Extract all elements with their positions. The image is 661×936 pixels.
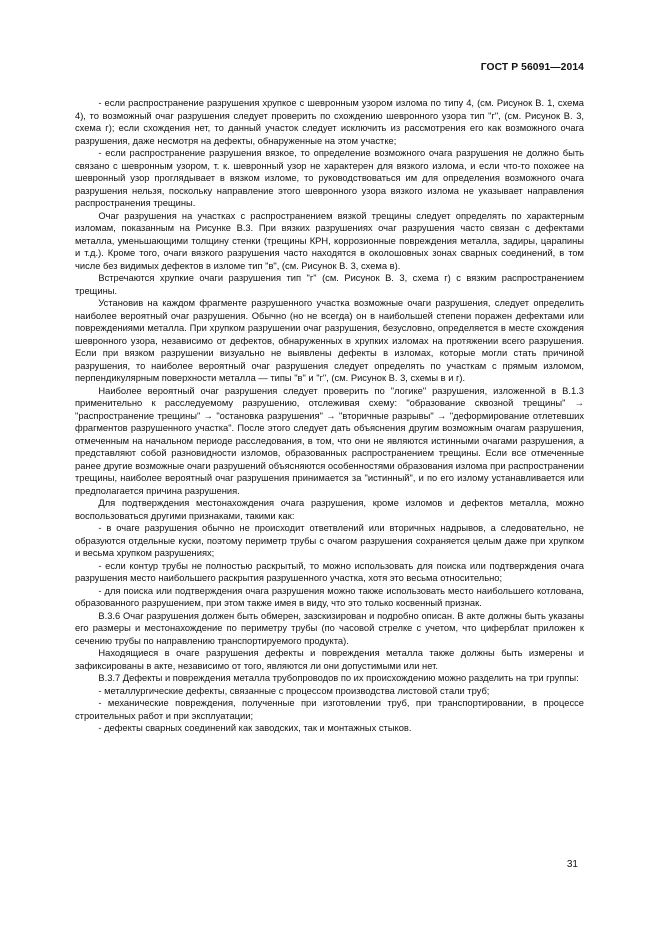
paragraph: - механические повреждения, полученные при изготовлении труб, при транспортировании, в процессе строительных работ и при эксплуатации; (75, 698, 584, 721)
paragraph: - дефекты сварных соединений как заводских, так и монтажных стыков. (98, 723, 412, 733)
paragraph: В.3.7 Дефекты и повреждения металла трубопроводов по их происхождению можно разделить на три группы: (98, 673, 579, 683)
paragraph: Очаг разрушения на участках с распространением вязкой трещины следует определять по характерным изломам, показанным на Рисунке В.3. При вязких разрушениях очаг разрушения часто связан с дефектами металла, уменьшающими толщину стенки (трещины КРН, коррозионные повреждения металла, задиры, царапины и т.д.). Кроме того, очаги вязкого разрушения часто находятся в околошовных зонах сварных соединений, в том числе без видимых дефектов в изломе тип "в", (см. Рисунок В. 3, схема в). (75, 210, 584, 271)
document-header: ГОСТ Р 56091—2014 (480, 62, 584, 73)
paragraph: Наиболее вероятный очаг разрушения следует проверить по "логике" разрушения, изложенной в В.1.3 применительно к расследуемому разрушению, отслеживая схему: "образование сквозной трещины" → "распространение трещины" → "остановка разрушения" → "вторичные разрывы" → "деформирование отлетевших фрагментов разрушенного участка". После этого следует дать объяснения другим возможным очагам разрушения, отмеченным на начальном периоде расследования, в том, что они не являются истинными очагами разрушения, а представляют собой разновидности изломов, образованных распространением трещины. Если все отмеченные ранее другие возможные очаги разрушений объясняются особенностями образования излома при распространении трещины, наиболее вероятный очаг разрушения принимается за "истинный", и по его излому устанавливается или предполагается причина разрушения. (75, 385, 584, 496)
paragraph: Находящиеся в очаге разрушения дефекты и повреждения металла также должны быть измерены и зафиксированы в акте, независимо от того, являются ли они допустимыми или нет. (75, 648, 584, 671)
paragraph: - если распространение разрушения хрупкое с шевронным узором излома по типу 4, (см. Рисунок В. 1, схема 4), то возможный очаг разрушения следует проверить по схождению шевронного узора тип "г", (см. Рисунок В. 3, схема г); если схождения нет, то данный участок следует исключить из рассмотрения его как возможного очага разрушения, даже несмотря на дефекты, обнаруженные на этом участке; (75, 98, 584, 146)
paragraph: Для подтверждения местонахождения очага разрушения, кроме изломов и дефектов металла, можно воспользоваться другими признаками, такими как: (75, 498, 584, 521)
paragraph: - если распространение разрушения вязкое, то определение возможного очага разрушения не должно быть связано с шевронным узором, т. к. шевронный узор не характерен для вязкого излома, и если что-то похожее на шевронный узор проглядывает в вязком изломе, то руководствоваться им для определения возможного очага разрушения нельзя, поскольку направление этого шевронного узора вязкого излома не указывает направления распространения трещины. (75, 148, 584, 208)
paragraph: - для поиска или подтверждения очага разрушения можно также использовать место наибольшего котлована, образованного разрушением, при этом также имея в виду, что это только косвенный признак. (75, 585, 584, 608)
page-number: 31 (566, 859, 578, 870)
paragraph: - металлургические дефекты, связанные с процессом производства листовой стали труб; (98, 685, 490, 696)
paragraph: В.3.6 Очаг разрушения должен быть обмерен, зазскизирован и подробно описан. В акте должны быть указаны его размеры и местонахождение по периметру трубы (по часовой стрелке с учетом, что циферблат приложен к сечению трубы по направлению транспортируемого продукта). (75, 610, 584, 646)
document-body (75, 97, 584, 735)
paragraph: - если контур трубы не полностью раскрытый, то можно использовать для поиска или подтверждения очага разрушения место наибольшего раскрытия разрушенного участка, хотя это весьма относительно; (75, 560, 584, 583)
paragraph: - в очаге разрушения обычно не происходит ответвлений или вторичных надрывов, а следовательно, не образуются отдельные куски, поэтому периметр трубы с очагом разрушения сохраняется целым даже при хрупком и весьма хрупком разрушениях; (75, 523, 584, 558)
paragraph: Встречаются хрупкие очаги разрушения тип "г" (см. Рисунок В. 3, схема г) с вязким распространением трещины. (75, 273, 584, 296)
paragraph: Установив на каждом фрагменте разрушенного участка возможные очаги разрушения, следует определить наиболее вероятный очаг разрушения. Обычно (но не всегда) он в наибольшей степени поражен дефектами или повреждениями металла. При хрупком разрушении очаг разрушения, безусловно, определяется в месте схождения шевронного узора, независимо от дефектов, обнаруженных в хрупких изломах на протяжении всего разрушения. Если при вязком разрушении визуально не выявлены дефекты в изломах, которые могли стать причиной разрушения, то наиболее вероятный очаг разрушения следует определять по участкам с прямым изломом, перпендикулярным поверхности металла — типы "в" и "г", (см. Рисунок В. 3, схемы в и г). (75, 298, 584, 383)
